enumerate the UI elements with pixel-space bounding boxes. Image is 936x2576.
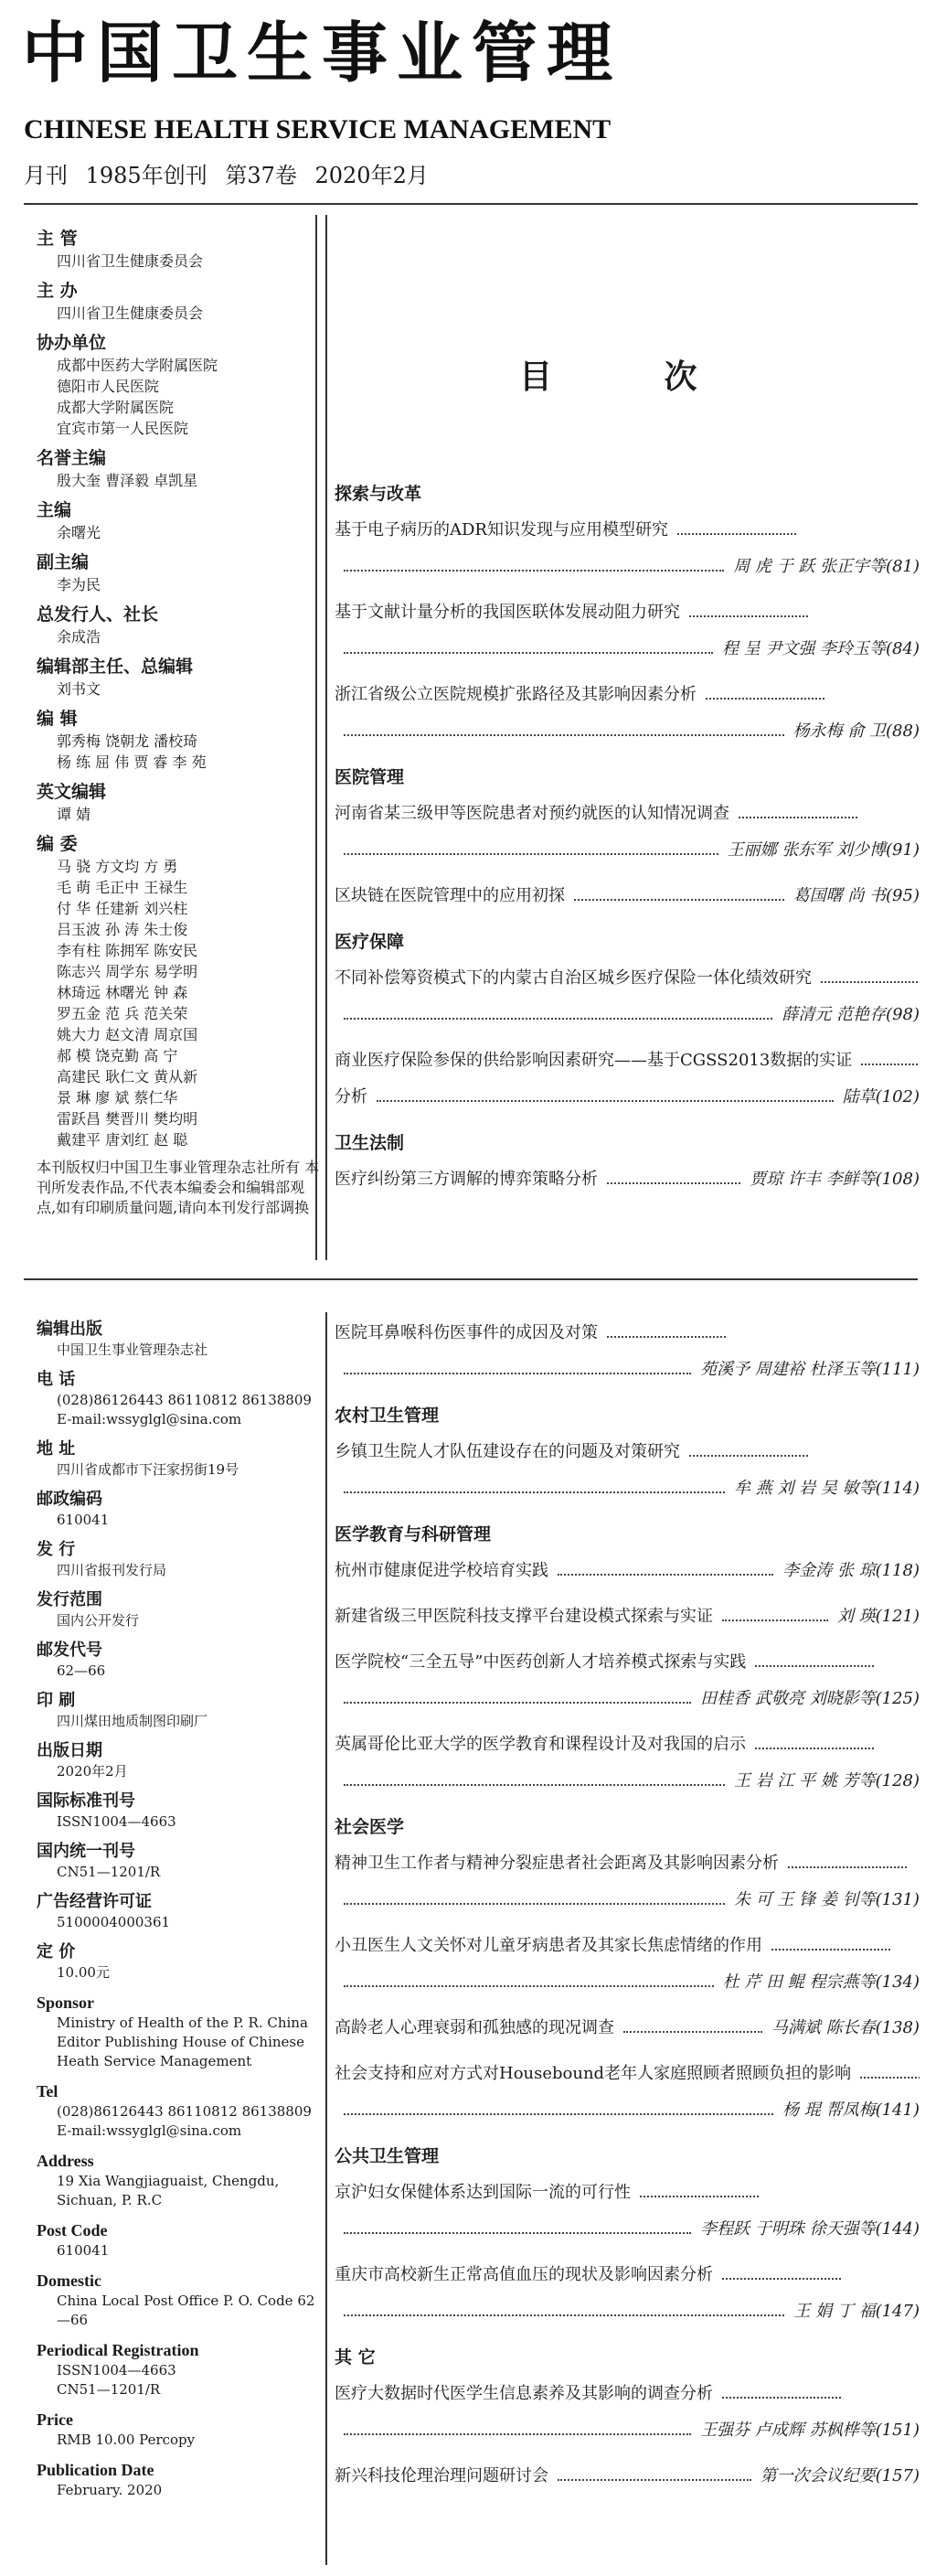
toc-entry-title: 河南省某三级甲等医院患者对预约就医的认知情况调查 [335,804,729,823]
sidebar-line: 雷跃昌 樊晋川 樊均明 [57,1110,198,1128]
table-of-contents-bottom [335,1315,920,2504]
copyright-note: 本刊版权归中国卫生事业管理杂志社所有 本刊所发表作品,不代表本编委会和编辑部观点,如有印刷质量问题,请向本刊发行部调换 [37,1159,320,1216]
top-content-left-rule [325,215,327,1260]
sidebar-section-heading: 国内统一刊号 [37,1842,135,1861]
toc-entry[interactable] [335,1434,920,1507]
sidebar-line: Ministry of Health of the P. R. China [57,2015,308,2031]
sidebar-section [37,1438,320,1480]
leader-dots [755,1656,874,1667]
sidebar-line: February. 2020 [57,2482,163,2498]
sidebar-section [37,2339,320,2400]
sidebar-line: 刘书文 [57,680,101,698]
sidebar-section [37,2459,320,2500]
toc-entry-authors: 王丽娜 张东军 刘少博(91) [727,840,920,860]
sidebar-line: 62—66 [57,1662,106,1679]
toc-entry[interactable] [335,1161,920,1198]
sidebar-section-heading: 广告经营许可证 [37,1892,152,1911]
toc-entry-title: 医学院校“三全五导”中医药创新人才培养模式探索与实践 [335,1652,747,1672]
sidebar-line: E-mail:wssyglgl@sina.com [57,1411,242,1427]
sidebar-section-heading: Sponsor [37,1993,95,2012]
toc-entry[interactable] [335,2376,920,2449]
sidebar-section [37,498,320,543]
toc-entry[interactable] [335,1726,920,1800]
sidebar-section [37,780,320,825]
toc-entry-authors: 周 虎 于 跃 张正宇等(81) [733,557,920,576]
journal-title: 中国卫生事业管理 [22,15,622,91]
sidebar-section [37,1941,320,1983]
toc-entry[interactable] [335,2056,920,2129]
sidebar-section-heading: Periodical Registration [37,2341,199,2359]
bottom-column-divider [325,1312,327,2565]
sidebar-line: 谭 婧 [57,806,91,823]
toc-entry-title: 乡镇卫生院人才队伍建设存在的问题及对策研究 [335,1442,680,1461]
sidebar-section-heading: 副主编 [37,552,90,572]
sidebar-line: 四川省卫生健康委员会 [57,305,204,322]
publisher-info-sidebar [37,1319,320,2509]
sidebar-section-heading: 编辑部主任、总编辑 [37,657,194,677]
toc-section-heading: 医院管理 [335,767,405,787]
sidebar-line: 毛 萌 毛正中 王禄生 [57,879,188,896]
sidebar-line: 19 Xia Wangjiaguaist, Chengdu, Sichuan, P. R.C [57,2173,280,2208]
sidebar-section [37,1891,320,1932]
sidebar-section-heading: 编 辑 [37,709,78,729]
sidebar-section [37,331,320,439]
toc-entry-title: 杭州市健康促进学校培育实践 [335,1561,548,1580]
sidebar-line: 李有柱 陈拥军 陈安民 [57,942,198,959]
contents-heading: 目 次 [519,358,697,396]
sidebar-section-heading: 编 委 [37,834,78,854]
toc-entry-title: 医疗大数据时代医学生信息素养及其影响的调查分析 [335,2384,713,2403]
toc-entry-title: 重庆市高校新生正常高值血压的现状及影响因素分析 [335,2265,713,2284]
toc-entry-title: 基于电子病历的ADR知识发现与应用模型研究 [335,520,668,540]
toc-entry-authors: 李程跃 于明珠 徐天强等(144) [700,2219,920,2239]
toc-entry-authors: 刘 瑛(121) [836,1607,920,1626]
leader-dots [344,1363,691,1374]
toc-entry-authors: 程 呈 尹文强 李玲玉等(84) [721,639,920,658]
sidebar-line: 10.00元 [57,1964,110,1981]
toc-entry-title: 医疗纠纷第三方调解的博弈策略分析 [335,1170,598,1189]
journal-english-title: CHINESE HEALTH SERVICE MANAGEMENT [24,114,612,144]
leader-dots [861,1054,920,1065]
leader-dots [344,561,724,572]
leader-dots [788,1857,907,1868]
sidebar-section-heading: Tel [37,2082,58,2100]
sidebar-line: 宜宾市第一人民医院 [57,420,189,437]
sidebar-line: China Local Post Office P. O. Code 62—66 [57,2293,315,2328]
leader-dots [344,1009,772,1020]
leader-dots [640,2186,759,2197]
sidebar-section [37,1690,320,1731]
sidebar-section-heading: Post Code [37,2221,108,2239]
sidebar-line: 林琦远 林曙光 钟 森 [57,984,188,1001]
sidebar-section-heading: 邮政编码 [37,1490,102,1509]
sidebar-section-heading: Publication Date [37,2461,154,2479]
sidebar-line: 郭秀梅 饶朝龙 潘校琦 [57,732,198,750]
sidebar-line: 中国卫生事业管理杂志社 [57,1341,208,1358]
sidebar-section [37,655,320,700]
toc-entry[interactable] [335,878,920,914]
sidebar-line: 国内公开发行 [57,1612,140,1629]
sidebar-line: E-mail:wssyglgl@sina.com [57,2122,242,2139]
toc-section-heading: 农村卫生管理 [335,1406,440,1426]
toc-entry[interactable] [335,1553,920,1589]
sidebar-section-heading: 主 办 [37,281,78,301]
toc-entry-authors: 王 岩 江 平 姚 芳等(128) [733,1771,920,1790]
toc-section-heading: 其 它 [335,2347,376,2368]
leader-dots [860,2068,920,2079]
toc-entry-authors: 王强芬 卢成辉 苏枫桦等(151) [700,2421,920,2440]
sidebar-section-heading: Domestic [37,2271,101,2290]
leader-dots [344,643,713,654]
sidebar-section [37,1369,320,1429]
sidebar-line: ISSN1004—4663 [57,1813,176,1830]
toc-entry[interactable] [335,2458,920,2495]
toc-entry-title: 新兴科技伦理治理问题研讨会 [335,2466,548,2485]
toc-entry-authors: 牟 燕 刘 岩 吴 敏等(114) [733,1479,920,1498]
sidebar-line: 610041 [57,1512,110,1528]
toc-entry[interactable] [335,2257,920,2330]
sidebar-section [37,2080,320,2141]
leader-dots [344,1775,725,1786]
sidebar-section-heading: 英文编辑 [37,782,107,802]
sidebar-line: Editor Publishing House of Chinese Heath Service Management [57,2034,304,2069]
leader-dots [771,1940,890,1951]
toc-entry-authors: 贾琼 许丰 李鲜等(108) [750,1170,920,1189]
sidebar-section-heading: Address [37,2152,94,2170]
leader-dots [623,2022,762,2033]
toc-entry-authors: 第一次会议纪要(157) [760,2466,920,2485]
toc-section-heading: 探索与改革 [335,484,422,504]
sidebar-line: 成都中医药大学附属医院 [57,357,218,374]
toc-entry-title: 医院耳鼻喉科伤医事件的成因及对策 [335,1323,598,1342]
sidebar-section [37,2219,320,2261]
sidebar-section [37,1589,320,1630]
leader-dots [607,1173,740,1184]
sidebar-line: 成都大学附属医院 [57,399,175,416]
sidebar-section [37,1640,320,1681]
toc-entry-title: 商业医疗保险参保的供给影响因素研究——基于CGSS2013数据的实证 [335,1051,853,1070]
toc-entry-title: 英属哥伦比亚大学的医学教育和课程设计及对我国的启示 [335,1735,746,1754]
sidebar-line: CN51—1201/R [57,2381,161,2398]
leader-dots [558,2470,751,2481]
sidebar-line: 四川省报刊发行局 [57,1562,167,1578]
sidebar-line: RMB 10.00 Percopy [57,2432,196,2448]
sidebar-section [37,603,320,647]
sidebar-section [37,832,320,1150]
leader-dots [739,807,857,818]
leader-dots [344,2223,691,2234]
toc-section-heading: 医疗保障 [335,932,405,952]
sidebar-section [37,446,320,491]
toc-entry[interactable] [335,1315,920,1388]
toc-entry-title: 区块链在医院管理中的应用初探 [335,886,565,905]
toc-entry-authors: 杨永梅 俞 卫(88) [792,721,920,741]
toc-section-heading: 公共卫生管理 [335,2146,440,2166]
sidebar-line: 姚大力 赵文清 周京国 [57,1026,198,1043]
toc-entry-title: 高龄老人心理衰弱和孤独感的现况调查 [335,2018,614,2037]
leader-dots [344,1976,714,1987]
sidebar-line: 5100004000361 [57,1914,171,1930]
sidebar-section-heading: 编辑出版 [37,1320,102,1339]
leader-dots [677,524,796,535]
leader-dots [607,1327,726,1338]
toc-entry-authors: 朱 可 王 锋 姜 钊等(131) [733,1890,920,1909]
toc-entry-title: 小丑医生人文关怀对儿童牙病患者及其家长焦虑情绪的作用 [335,1936,762,1955]
sidebar-line: (028)86126443 86110812 86138809 [57,1392,312,1408]
sidebar-line: CN51—1201/R [57,1864,161,1880]
leader-dots [377,1091,834,1102]
sidebar-section-heading: 印 刷 [37,1691,76,1710]
sidebar-line: (028)86126443 86110812 86138809 [57,2103,312,2120]
sidebar-line: 马 骁 方文均 方 勇 [57,858,178,875]
toc-entry-authors: 葛国曙 尚 书(95) [792,886,920,905]
sidebar-line: ISSN1004—4663 [57,2362,176,2378]
toc-entry-title: 社会支持和应对方式对Housebound老年人家庭照顾者照顾负担的影响 [335,2064,852,2083]
leader-dots [722,1610,828,1621]
sidebar-section-heading: 国际标准刊号 [37,1791,135,1811]
sidebar-section [37,2409,320,2450]
leader-dots [344,1693,691,1704]
masthead-rule [24,203,918,205]
toc-entry[interactable] [335,960,920,1033]
sidebar-line: 余成浩 [57,628,101,646]
toc-entry-title: 精神卫生工作者与精神分裂症患者社会距离及其影响因素分析 [335,1854,779,1873]
toc-entry-title-continued: 分析 [335,1087,367,1106]
leader-dots [722,2388,841,2399]
sidebar-line: 陈志兴 周学东 易学明 [57,963,198,980]
sidebar-line: 高建民 耿仁文 黄从新 [57,1068,198,1085]
toc-entry-authors: 苑溪予 周建裕 杜泽玉等(111) [700,1360,920,1379]
top-column-divider [315,215,317,1260]
leader-dots [344,1894,725,1905]
page-section-divider [24,1278,918,1280]
toc-entry[interactable] [335,1644,920,1717]
leader-dots [689,1446,808,1457]
toc-entry-authors: 杨 琨 帮凤梅(141) [782,2100,920,2120]
toc-entry[interactable] [335,796,920,869]
toc-entry-authors: 王 娟 丁 福(147) [793,2302,920,2321]
sidebar-section-heading: 定 价 [37,1942,76,1961]
sidebar-section [37,707,320,773]
toc-entry[interactable] [335,594,920,668]
toc-section-heading: 卫生法制 [335,1133,405,1153]
sidebar-line: 610041 [57,2242,110,2259]
publication-info: 月刊 1985年创刊 第37卷 2020年2月 [24,163,429,188]
sidebar-section [37,227,320,272]
sidebar-section-heading: Price [37,2410,73,2429]
sidebar-line: 四川省成都市下汪家拐街19号 [57,1461,239,1478]
toc-entry[interactable] [335,1928,920,2001]
toc-entry-authors: 薛清元 范艳存(98) [782,1005,920,1024]
leader-dots [821,972,920,983]
toc-entry-authors: 田桂香 武敬亮 刘晓影等(125) [700,1689,920,1708]
sidebar-section [37,1992,320,2071]
toc-entry-title: 京沪妇女保健体系达到国际一流的可行性 [335,2183,631,2202]
sidebar-section-heading: 邮发代号 [37,1641,102,1660]
sidebar-line: 郝 模 饶克勤 高 宁 [57,1047,178,1064]
sidebar-line: 殷大奎 曹泽毅 卓凯星 [57,472,198,489]
sidebar-section [37,279,320,324]
sidebar-section-heading: 发行范围 [37,1590,102,1609]
leader-dots [722,2269,841,2280]
toc-entry-title: 不同补偿筹资模式下的内蒙古自治区城乡医疗保险一体化绩效研究 [335,968,812,988]
leader-dots [755,1738,874,1749]
toc-entry[interactable] [335,1845,920,1919]
toc-entry-authors: 杜 芹 田 鲲 程宗燕等(134) [722,1972,920,1992]
sidebar-section [37,550,320,595]
leader-dots [558,1565,773,1576]
sidebar-section-heading: 主 管 [37,229,78,249]
sidebar-line: 2020年2月 [57,1763,128,1780]
sidebar-line: 吕玉波 孙 涛 朱士俊 [57,921,188,938]
toc-entry[interactable] [335,1042,920,1116]
leader-dots [344,2305,784,2316]
toc-entry-authors: 马满斌 陈长春(138) [771,2018,920,2037]
sidebar-section [37,1539,320,1580]
sidebar-line: 四川煤田地质制图印刷厂 [57,1713,208,1729]
sidebar-section-heading: 协办单位 [37,333,107,353]
leader-dots [344,1482,725,1493]
sidebar-section [37,2150,320,2210]
sidebar-section [37,1319,320,1360]
sidebar-section-heading: 发 行 [37,1540,76,1559]
toc-entry-title: 新建省级三甲医院科技支撑平台建设模式探索与实证 [335,1607,713,1626]
table-of-contents-top [335,476,920,1207]
sidebar-section-heading: 电 话 [37,1370,76,1389]
leader-dots [574,890,784,901]
sidebar-line: 四川省卫生健康委员会 [57,252,204,270]
toc-entry-authors: 陆草(102) [842,1087,920,1106]
sidebar-line: 罗五金 范 兵 范关荣 [57,1005,188,1022]
sidebar-line: 余曙光 [57,524,101,541]
sidebar-section [37,2270,320,2330]
toc-section-heading: 社会医学 [335,1817,405,1837]
sidebar-section-heading: 地 址 [37,1439,76,1459]
sidebar-section-heading: 名誉主编 [37,448,107,468]
sidebar-section-heading: 出版日期 [37,1741,102,1760]
leader-dots [706,689,824,700]
sidebar-section [37,1740,320,1781]
sidebar-line: 戴建平 唐刘红 赵 聪 [57,1131,188,1149]
toc-entry[interactable] [335,677,920,750]
sidebar-line: 景 琳 廖 斌 蔡仁华 [57,1089,178,1106]
leader-dots [344,2104,773,2115]
leader-dots [344,725,784,736]
leader-dots [344,2424,691,2435]
toc-entry[interactable] [335,2010,920,2047]
sidebar-line: 付 华 任建新 刘兴柱 [57,900,188,917]
sidebar-section-heading: 总发行人、社长 [37,604,159,625]
toc-entry[interactable] [335,512,920,585]
sidebar-section [37,1841,320,1882]
toc-entry-title: 基于文献计量分析的我国医联体发展动阻力研究 [335,603,680,622]
sidebar-section [37,1790,320,1832]
toc-entry-authors: 李金涛 张 琼(118) [782,1561,920,1580]
editorial-board-sidebar [37,227,320,1218]
toc-entry[interactable] [335,1598,920,1635]
sidebar-line: 李为民 [57,576,101,593]
sidebar-section [37,1489,320,1530]
toc-section-heading: 医学教育与科研管理 [335,1524,492,1545]
sidebar-line: 德阳市人民医院 [57,378,160,395]
toc-entry-title: 浙江省级公立医院规模扩张路径及其影响因素分析 [335,685,697,704]
sidebar-line: 杨 练 屈 伟 贾 睿 李 苑 [57,754,207,771]
toc-entry[interactable] [335,2175,920,2248]
leader-dots [344,844,718,855]
leader-dots [689,606,808,617]
sidebar-section-heading: 主编 [37,500,72,520]
